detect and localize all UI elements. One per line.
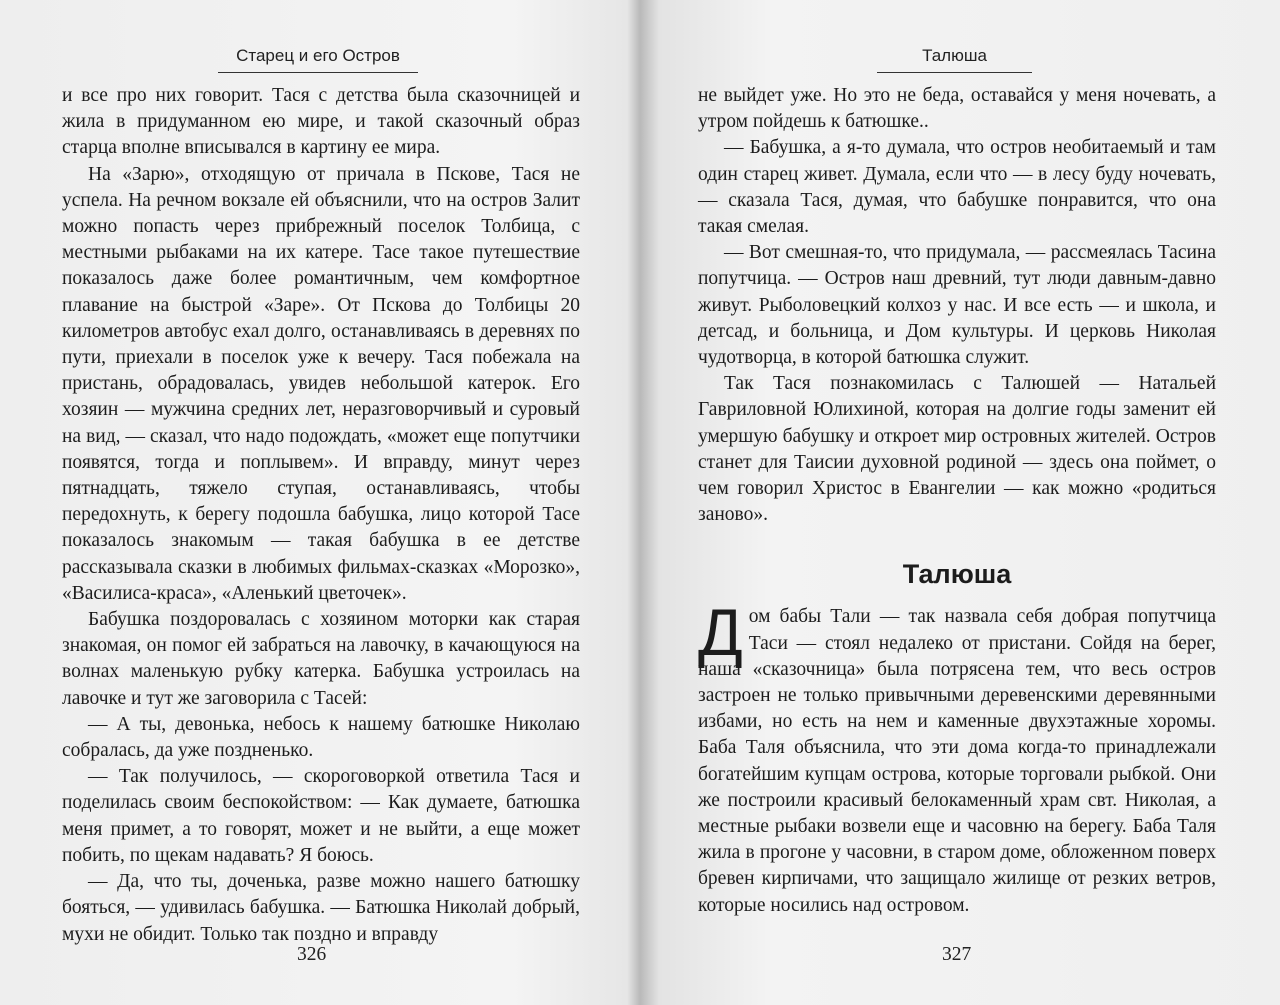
paragraph: На «Зарю», отходящую от причала в Пскове, Тася не успела. На речном вокзале ей объяснили, что на остров Залит можно попасть через прибрежный поселок Толбица, с местными рыбаками на их катере. Тасе такое путешествие показалось даже более романтичным, чем комфортное плавание на быстрой «Заре». От Пскова до Толбицы 20 километров автобус ехал долго, останавливаясь в деревнях по пути, приехали в поселок уже к вечеру. Тася побежала на пристань, обрадовалась, увидев небольшой катерок. Его хозяин — мужчина средних лет, неразговорчивый и суровый на вид, — сказал, что надо подождать, «может еще попутчики появятся, тогда и поплывем». И вправду, минут через пятнадцать, тяжело ступая, останавливаясь, чтобы передохнуть, к берегу подошла бабушка, лицо которой Тасе показалось знакомым — такая бабушка в ее детстве рассказывала сказки в любимых фильмах-сказках «Морозко», «Василиса-краса», «Аленький цветочек». xyxy=(62,163,580,604)
drop-cap: Д xyxy=(698,595,743,670)
paragraph: Бабушка поздоровалась с хозяином моторки как старая знакомая, он помог ей забраться на лавочку, в качающуюся на волнах маленькую рубку катерка. Бабушка устроилась на лавочке и тут же заговорила с Тасей: xyxy=(62,609,580,709)
paragraph: не выйдет уже. Но это не беда, оставайся у меня ночевать, а утром пойдешь к батюшке.. xyxy=(698,85,1216,133)
running-head-right: Талюша xyxy=(877,46,1032,73)
right-page-text xyxy=(698,83,1216,919)
chapter-title: Талюша xyxy=(902,559,1012,590)
left-page-text xyxy=(62,83,580,948)
page-number-right: 327 xyxy=(942,944,972,965)
paragraph: — Да, что ты, доченька, разве можно нашего батюшку бояться, — удивилась бабушка. — Батюшка Николай добрый, мухи не обидит. Только так поздно и вправду xyxy=(62,871,580,945)
page-number-left: 326 xyxy=(297,944,327,965)
chapter-first-paragraph-text: ом бабы Тали — так назвала себя добрая попутчица Таси — стоял недалеко от пристани. Сойдя на берег, наша «сказочница» была потрясена тем, что весь остров застроен не только привычными деревенскими деревянными избами, но есть на нем и каменные двухэтажные хоромы. Баба Таля объяснила, что эти дома когда-то принадлежали богатейшим купцам острова, которые торговали рыбкой. Они же построили красивый белокаменный храм свт. Николая, а местные рыбаки возвели еще и часовню на берегу. Баба Таля жила в прогоне у часовни, в старом доме, обложенном поверх бревен кирпичами, что защищало жилище от резких ветров, которые носились над островом. xyxy=(698,606,1216,916)
running-head-left: Старец и его Остров xyxy=(218,46,418,73)
paragraph: — А ты, девонька, небось к нашему батюшке Николаю собралась, да уже поздненько. xyxy=(62,713,580,762)
paragraph: Так Тася познакомилась с Талюшей — Натальей Гавриловной Юлихиной, которая на долгие годы заменит ей умершую бабушку и откроет мир островных жителей. Остров станет для Таисии духовной родиной — здесь она поймет, о чем говорил Христос в Евангелии — как можно «родиться заново». xyxy=(698,373,1216,526)
paragraph: и все про них говорит. Тася с детства была сказочницей и жила в придуманном ею мире, и такой сказочный образ старца вполне вписывался в картину ее мира. xyxy=(62,85,580,159)
paragraph: — Вот смешная-то, что придумала, — рассмеялась Тасина попутчица. — Остров наш древний, тут люди давным-давно живут. Рыболовецкий колхоз у нас. И все есть — и школа, и детсад, и больница, и Дом культуры. И церковь Николая чудотворца, в которой батюшка служит. xyxy=(698,242,1216,369)
chapter-first-paragraph xyxy=(698,595,1216,918)
right-page xyxy=(640,0,1280,1005)
paragraph: — Бабушка, а я-то думала, что остров необитаемый и там один старец живет. Думала, если что — в лесу буду ночевать, — сказала Тася, думая, что бабушке понравится, что она такая смелая. xyxy=(698,137,1216,238)
paragraph: — Так получилось, — скороговоркой ответила Тася и поделилась своим беспокойством: — Как думаете, батюшка меня примет, а то говорят, может и не выйти, а еще может побить, по щекам надавать? Я боюсь. xyxy=(62,766,580,866)
